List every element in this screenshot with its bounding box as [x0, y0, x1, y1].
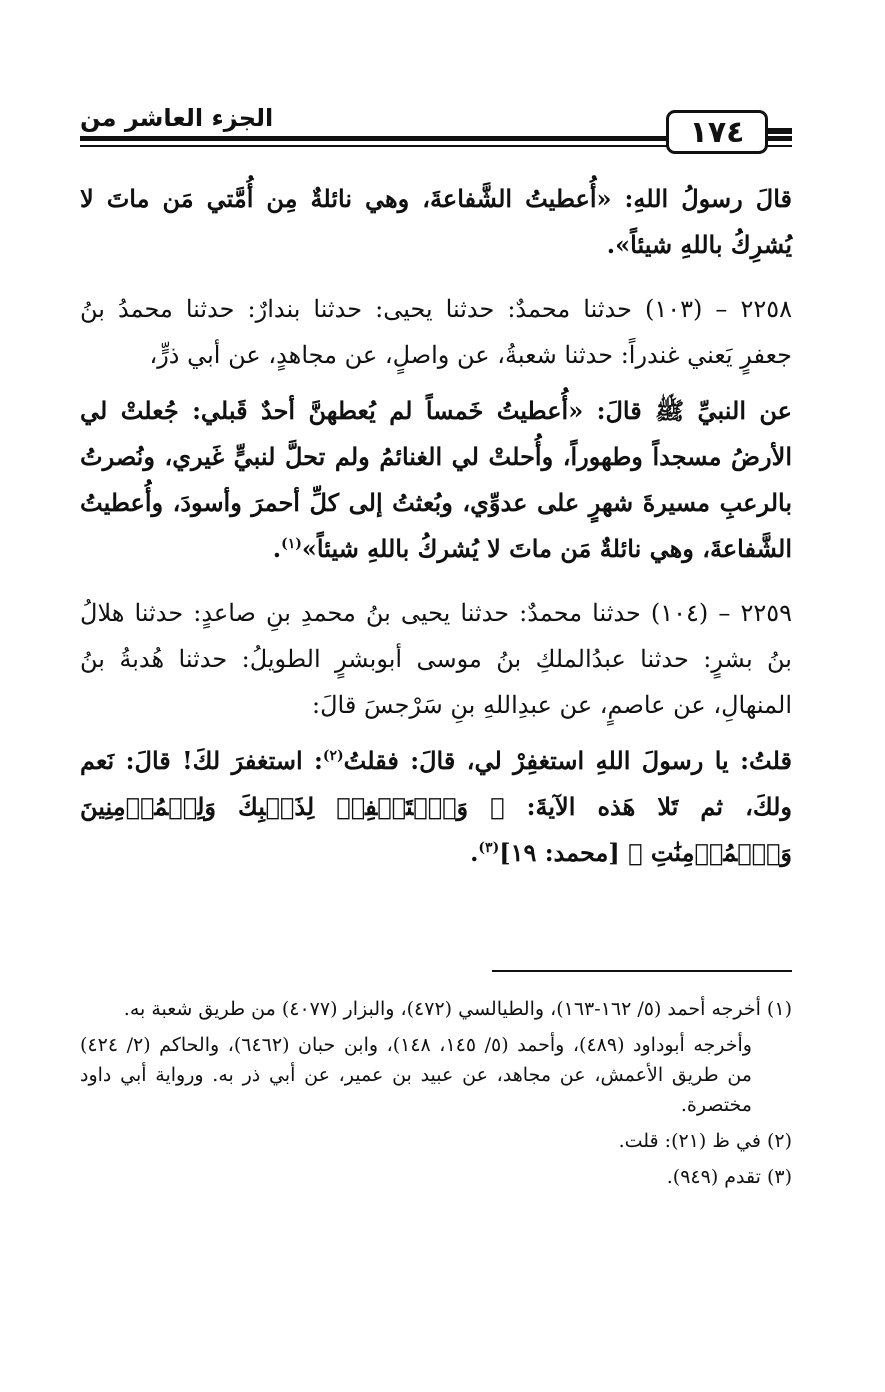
footnote-separator [492, 970, 792, 972]
footnote-ref-1: (١) [281, 536, 302, 552]
footnote-ref-2: (٢) [322, 748, 344, 764]
paragraph-matn-2258 [80, 388, 792, 572]
matn-text-b: : استغفرَ لكَ! قالَ: نَعم ولكَ، ثم تَلا هَذه الآيةَ: ﴿ وَٱسۡتَغۡفِرۡ لِذَنۢبِكَ وَلِلۡمُؤۡمِنِينَ وَٱلۡمُؤۡمِنَٰتِ ﴾ [محمد: ١٩] [80, 746, 792, 867]
footnote-2: (٢) في ظ (٢١): قلت. [618, 1130, 792, 1152]
footnotes [80, 994, 792, 1198]
matn-text-a: قلتُ: يا رسولَ اللهِ استغفِرْ لي، قالَ: فقلتُ [343, 746, 792, 775]
footnote-ref-3: (٣) [478, 840, 500, 856]
page-number: ١٧٤ [666, 110, 768, 154]
main-text [80, 176, 792, 894]
footnote-3: (٣) تقدم (٩٤٩). [666, 1166, 792, 1188]
matn-text: عن النبيِّ ﷺ قالَ: «أُعطيتُ خَمساً لم يُعطهنَّ أحدٌ قَبلي: جُعلتْ لي الأرضُ مسجداً وطهوراً، وأُحلتْ لي الغنائمُ ولم تحلَّ لنبيٍّ غَيري، ونُصرتُ بالرعبِ مسيرةَ شهرٍ على عدوِّي، وبُعثتُ إلى كلِّ أحمرَ وأسودَ، وأُعطيتُ الشَّفاعةَ، وهي نائلةٌ مَن ماتَ لا يُشركُ باللهِ شيئاً» [80, 396, 793, 563]
paragraph-isnad-2259: ٢٢٥٩ – (١٠٤) حدثنا محمدٌ: حدثنا يحيى بنُ محمدِ بنِ صاعدٍ: حدثنا هلالُ بنُ بشرٍ: حدثنا عبدُالملكِ بنُ موسى أبوبشرٍ الطويلُ: حدثنا هُدبةُ بنُ المنهالِ، عن عاصمٍ، عن عبدِاللهِ بنِ سَرْجسَ قالَ: [80, 599, 792, 719]
matn-end: . [470, 838, 479, 867]
header-tab [766, 128, 792, 134]
paragraph-isnad-2258: ٢٢٥٨ – (١٠٣) حدثنا محمدٌ: حدثنا يحيى: حدثنا بندارٌ: حدثنا محمدُ بنُ جعفرٍ يَعني غندراً: حدثنا شعبةُ، عن واصلٍ، عن مجاهدٍ، عن أبي ذرٍّ، [80, 295, 792, 369]
paragraph-hadith-ending: قالَ رسولُ اللهِ: «أُعطيتُ الشَّفاعةَ، وهي نائلةٌ مِن أُمَّتي مَن ماتَ لا يُشرِكُ باللهِ شيئاً». [80, 184, 792, 259]
matn-end: . [272, 534, 282, 563]
footnote-1-continuation: وأخرجه أبوداود (٤٨٩)، وأحمد (٥/ ١٤٥، ١٤٨)، وابن حبان (٦٤٦٢)، والحاكم (٢/ ٤٢٤) من طريق الأعمش، عن مجاهد، عن عبيد بن عمير، عن أبي ذر به. ورواية أبي داود مختصرة. [80, 1034, 752, 1116]
running-title: الجزء العاشر من [80, 104, 274, 132]
paragraph-matn-2259 [80, 738, 792, 876]
footnote-1: (١) أخرجه أحمد (٥/ ١٦٢-١٦٣)، والطيالسي (٤٧٢)، والبزار (٤٠٧٧) من طريق شعبة به. [123, 998, 792, 1020]
page-header [80, 96, 792, 156]
